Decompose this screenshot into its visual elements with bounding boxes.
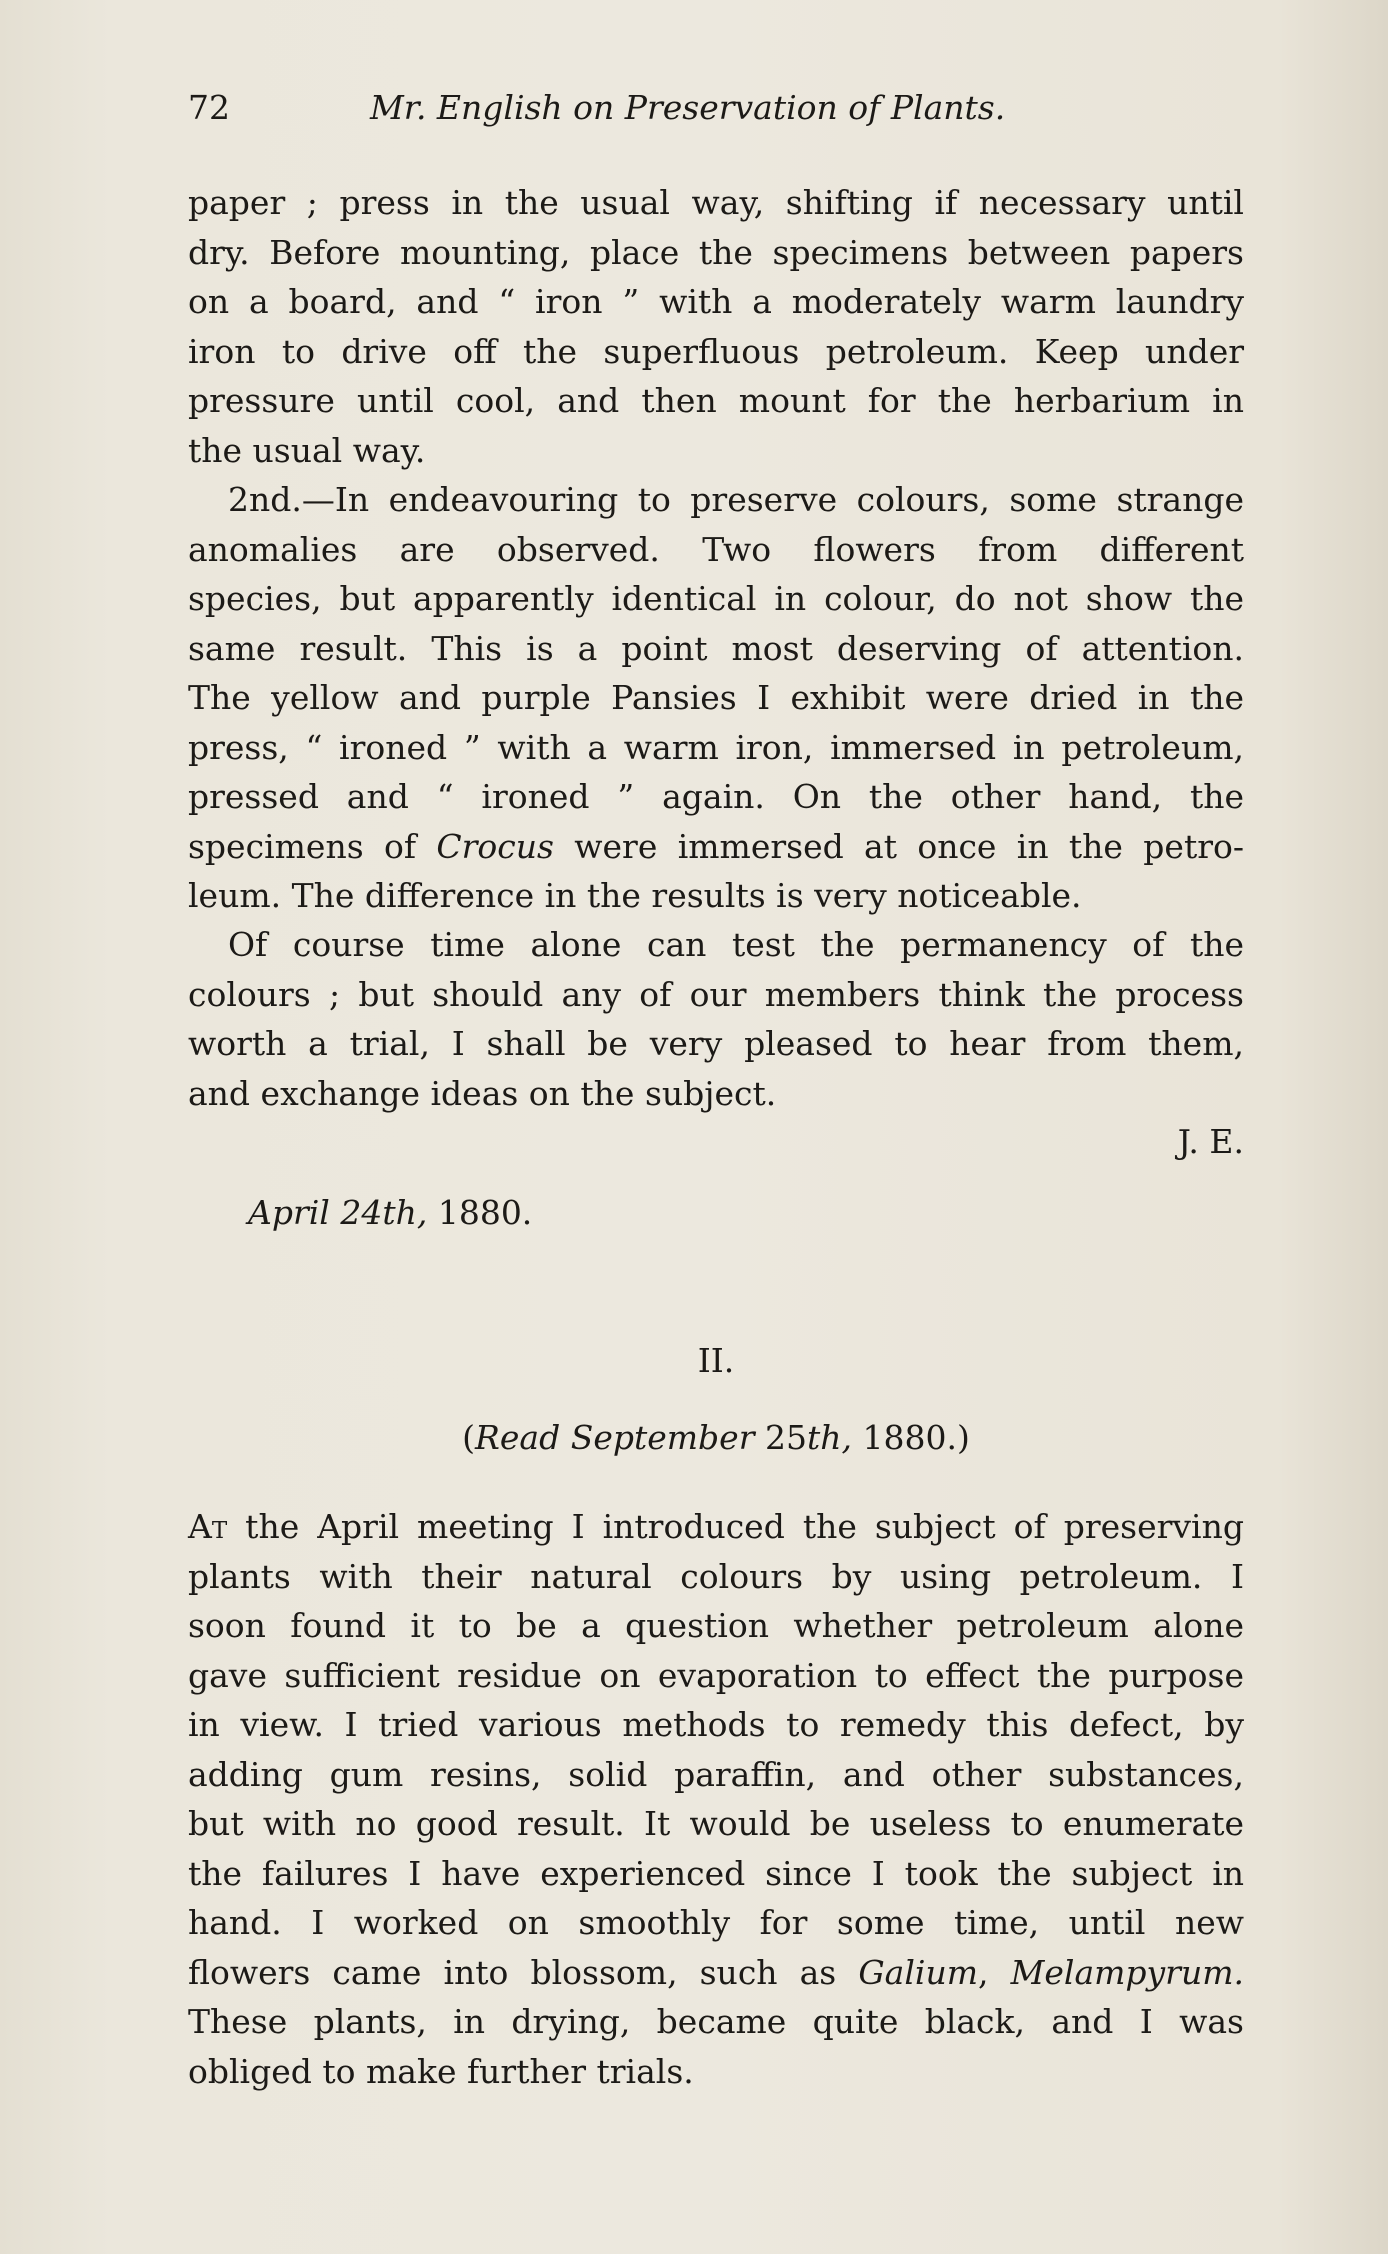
italic-species-name: Crocus — [436, 826, 554, 866]
text-fragment: the April meeting I introduced the subject of preserving — [227, 1507, 1244, 1546]
text-line: These plants, in drying, became quite black, and I was — [188, 2002, 1244, 2041]
text-line: gave sufficient residue on evaporation to effect the purpose — [188, 1655, 1244, 1695]
text-line: 2nd.—In endeavouring to preserve colours, some strange — [228, 480, 1244, 519]
italic-species-name: Melampyrum. — [1010, 1952, 1244, 1992]
paragraph-second — [188, 475, 1244, 921]
text-line: the usual way. — [188, 430, 426, 470]
date-block — [188, 1188, 1244, 1248]
section-numeral: II. — [697, 1341, 735, 1380]
section-heading — [188, 1336, 1244, 1396]
text-line: colours ; but should any of our members think the process — [188, 974, 1244, 1014]
text-line: hand. I worked on smoothly for some time, until new — [188, 1903, 1244, 1942]
running-title: Mr. English on Preservation of Plants. — [370, 88, 1006, 127]
text-line: obliged to make further trials. — [188, 2051, 694, 2091]
text-fragment: 1880.) — [851, 1418, 970, 1457]
text-line: dry. Before mounting, place the specimens between papers — [188, 232, 1244, 272]
signature: J. E. — [1177, 1122, 1244, 1161]
text-line: leum. The difference in the results is very noticeable. — [188, 876, 1082, 915]
running-header — [188, 88, 1244, 138]
read-note-suffix: th, — [806, 1418, 852, 1457]
date-line — [248, 1188, 532, 1238]
text-line: in view. I tried various methods to remedy this defect, by — [188, 1705, 1244, 1744]
text-fragment: ( — [462, 1418, 476, 1457]
text-line: worth a trial, I shall be very pleased to hear from them, — [188, 1024, 1244, 1063]
text-line: pressure until cool, and then mount for the herbarium in — [188, 381, 1244, 420]
text-line: press, “ ironed ” with a warm iron, immersed in petroleum, — [188, 727, 1244, 767]
text-line — [188, 822, 1244, 872]
text-fragment: 25 — [754, 1418, 807, 1457]
text-line: adding gum resins, solid paraffin, and other substances, — [188, 1754, 1244, 1794]
date-year: 1880. — [437, 1193, 533, 1232]
paragraph-continuation — [188, 178, 1244, 475]
text-fragment: flowers came into blossom, such as — [188, 1952, 859, 1992]
text-line: anomalies are observed. Two flowers from different — [188, 529, 1244, 569]
text-line: and exchange ideas on the subject. — [188, 1073, 777, 1113]
text-fragment: , — [978, 1952, 1011, 1992]
text-fragment: were immersed at once in the petro- — [553, 826, 1245, 866]
page-number: 72 — [188, 88, 230, 127]
text-line: The yellow and purple Pansies I exhibit were dried in the — [188, 678, 1244, 717]
read-note — [188, 1413, 1244, 1463]
text-line: plants with their natural colours by using petroleum. I — [188, 1556, 1244, 1596]
signature-block — [188, 1117, 1244, 1177]
text-line: the failures I have experienced since I took the subject in — [188, 1853, 1244, 1893]
text-line: iron to drive off the superfluous petroleum. Keep under — [188, 331, 1244, 371]
italic-species-name: Galium — [858, 1952, 979, 1992]
opening-smallcaps: At — [188, 1507, 228, 1546]
text-fragment: specimens of — [188, 826, 437, 866]
text-line: but with no good result. It would be useless to enumerate — [188, 1804, 1244, 1843]
paragraph-fourth — [188, 1502, 1244, 2096]
text-line: on a board, and “ iron ” with a moderately warm laundry — [188, 282, 1244, 321]
text-line: soon found it to be a question whether petroleum alone — [188, 1606, 1244, 1645]
text-line — [188, 1948, 1244, 1998]
date-month-day: April 24th, — [248, 1193, 428, 1232]
text-line: species, but apparently identical in colour, do not show the — [188, 579, 1244, 618]
paragraph-third — [188, 920, 1244, 1118]
text-line: Of course time alone can test the permanency of the — [228, 925, 1244, 964]
text-line — [188, 1502, 1244, 1552]
text-line: same result. This is a point most deserving of attention. — [188, 628, 1244, 668]
read-note-block — [188, 1413, 1244, 1473]
text-line: pressed and “ ironed ” again. On the other hand, the — [188, 777, 1244, 816]
read-note-italic: Read September — [475, 1418, 755, 1457]
text-line: paper ; press in the usual way, shifting if necessary until — [188, 183, 1244, 222]
